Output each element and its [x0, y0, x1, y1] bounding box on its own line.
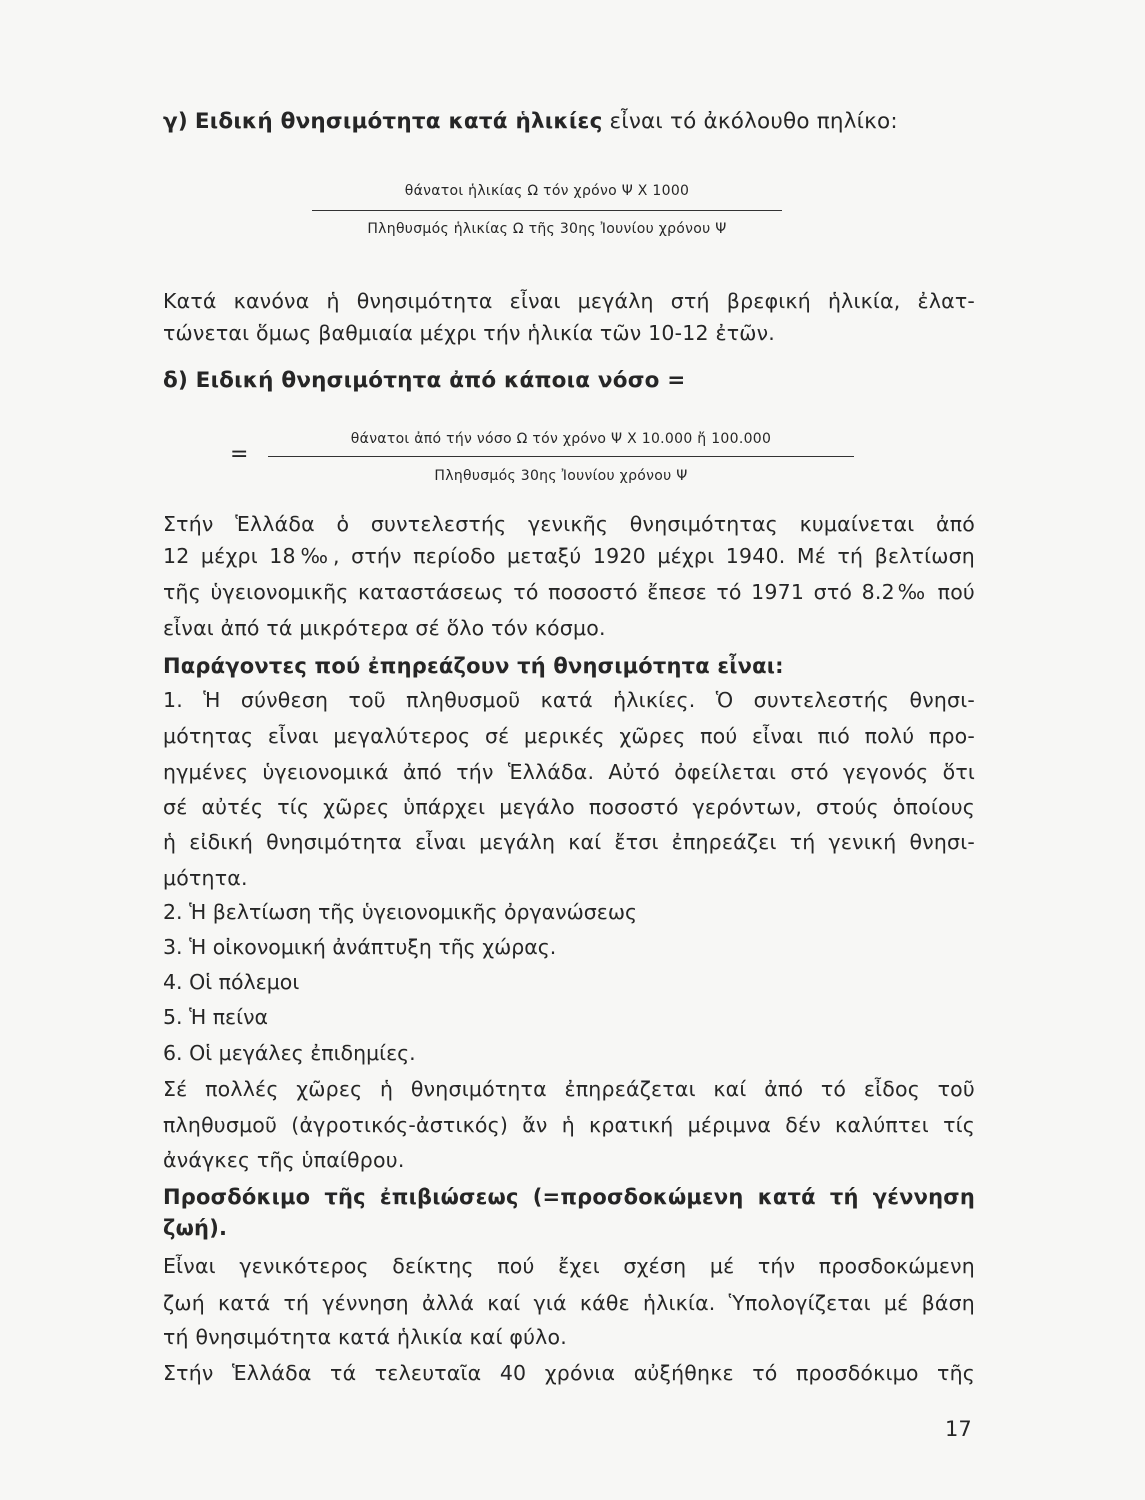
life-heading-line-1: Προσδόκιμο τῆς ἐπιβιώσεως (=προσδοκώμενη κατά τή γέννηση — [163, 1185, 975, 1209]
factor-2: 2. Ἡ βελτίωση τῆς ὑγειονομικῆς ὀργανώσεως — [163, 900, 638, 924]
factor-1-line-6: μότητα. — [163, 866, 248, 890]
factor-1-line-5: ἡ εἰδική θνησιμότητα εἶναι μεγάλη καί ἔτσι ἐπηρεάζει τή γενική θνησι- — [163, 830, 975, 854]
para-2-line-4: εἶναι ἀπό τά μικρότερα σέ ὅλο τόν κόσμο. — [163, 616, 606, 640]
para-3-line-3: ἀνάγκες τῆς ὑπαίθρου. — [163, 1148, 405, 1172]
formula-g-denominator: Πληθυσμός ἡλικίας Ω τῆς 30ης Ἰουνίου χρόνου Ψ — [367, 221, 727, 237]
section-g-title: Ειδική θνησιμότητα κατά ἡλικίες — [194, 109, 603, 134]
para-2-line-3: τῆς ὑγειονομικῆς καταστάσεως τό ποσοστό ἔπεσε τό 1971 στό 8.2‰ πού — [163, 580, 975, 604]
formula-d-numerator: θάνατοι ἀπό τήν νόσο Ω τόν χρόνο Ψ Χ 10.000 ἤ 100.000 — [350, 431, 772, 447]
factor-1-line-1: 1. Ἡ σύνθεση τοῦ πληθυσμοῦ κατά ἡλικίες. Ὁ συντελεστής θνησι- — [163, 688, 975, 712]
life-heading-line-2: ζωή). — [163, 1216, 228, 1240]
factor-1-line-3: ηγμένες ὑγειονομικά ἀπό τήν Ἑλλάδα. Αὐτό ὀφείλεται στό γεγονός ὅτι — [163, 760, 975, 784]
factor-1-line-4: σέ αὐτές τίς χῶρες ὑπάρχει μεγάλο ποσοστό γερόντων, στούς ὁποίους — [163, 795, 975, 819]
formula-d-denominator: Πληθυσμός 30ης Ἰουνίου χρόνου Ψ — [434, 468, 688, 484]
formula-g-numerator: θάνατοι ἡλικίας Ω τόν χρόνο Ψ Χ 1000 — [404, 183, 690, 199]
formula-g-fraction-bar — [312, 210, 782, 211]
factors-heading: Παράγοντες πού ἐπηρεάζουν τή θνησιμότητα εἶναι: — [163, 654, 784, 678]
factor-4: 4. Οἱ πόλεμοι — [163, 970, 300, 994]
section-d-heading: δ) Ειδική θνησιμότητα ἀπό κάποια νόσο = — [163, 368, 686, 393]
para-4-line-1: Εἶναι γενικότερος δείκτης πού ἔχει σχέση μέ τήν προσδοκώμενη — [163, 1254, 975, 1278]
para-4-line-2: ζωή κατά τή γέννηση ἀλλά καί γιά κάθε ἡλικία. Ὑπολογίζεται μέ βάση — [163, 1291, 975, 1315]
section-g-rest: εἶναι τό ἀκόλουθο πηλίκο: — [602, 109, 898, 134]
factor-3: 3. Ἡ οἰκονομική ἀνάπτυξη τῆς χώρας. — [163, 935, 557, 959]
section-g-heading — [163, 106, 975, 138]
formula-d-equals: = — [230, 442, 249, 467]
para-4-line-4: Στήν Ἑλλάδα τά τελευταῖα 40 χρόνια αὐξήθηκε τό προσδόκιμο τῆς — [163, 1361, 975, 1385]
formula-d-fraction-bar — [268, 456, 854, 457]
para-3-line-2: πληθυσμοῦ (ἀγροτικός-ἀστικός) ἄν ἡ κρατική μέριμνα δέν καλύπτει τίς — [163, 1113, 975, 1137]
section-g-label: γ) — [163, 109, 188, 134]
para-1-line-2: τώνεται ὅμως βαθμιαία μέχρι τήν ἡλικία τῶν 10-12 ἐτῶν. — [163, 321, 776, 345]
para-3-line-1: Σέ πολλές χῶρες ἡ θνησιμότητα ἐπηρεάζεται καί ἀπό τό εἶδος τοῦ — [163, 1077, 975, 1101]
factor-1-line-2: μότητας εἶναι μεγαλύτερος σέ μερικές χῶρες πού εἶναι πιό πολύ προ- — [163, 724, 975, 748]
factor-5: 5. Ἡ πείνα — [163, 1005, 269, 1029]
para-4-line-3: τή θνησιμότητα κατά ἡλικία καί φύλο. — [163, 1325, 567, 1349]
para-2-line-1: Στήν Ἑλλάδα ὁ συντελεστής γενικῆς θνησιμότητας κυμαίνεται ἀπό — [163, 512, 975, 536]
page-number: 17 — [945, 1417, 972, 1441]
para-1-line-1: Κατά κανόνα ἡ θνησιμότητα εἶναι μεγάλη στή βρεφική ἡλικία, ἐλατ- — [163, 289, 975, 313]
para-2-line-2: 12 μέχρι 18‰, στήν περίοδο μεταξύ 1920 μέχρι 1940. Μέ τή βελτίωση — [163, 544, 975, 568]
factor-6: 6. Οἱ μεγάλες ἐπιδημίες. — [163, 1041, 416, 1065]
